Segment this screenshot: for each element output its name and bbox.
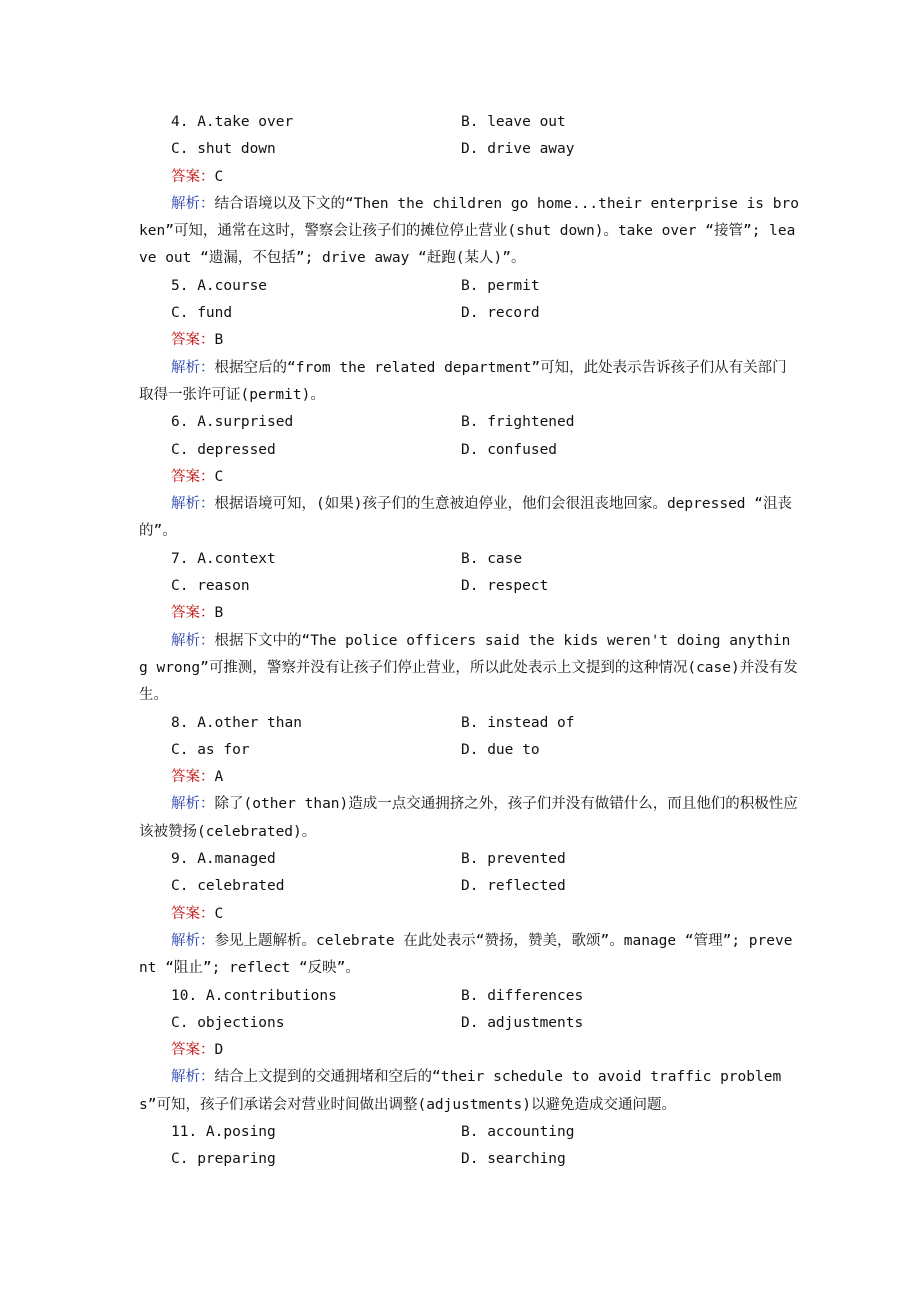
- analysis-text: 结合上文提到的交通拥堵和空后的“their schedule to avoid traffic problems”可知，孩子们承诺会对营业时间做出调整(adjustments)以避免造成交通问题。: [139, 1069, 782, 1113]
- option-d: D. reflected: [461, 878, 566, 895]
- answer-label: 答案：: [171, 468, 215, 485]
- option-b: B. instead of: [461, 714, 575, 731]
- answer-value: C: [214, 168, 224, 185]
- option-c: C. celebrated: [171, 878, 285, 895]
- option-c: C. shut down: [171, 141, 276, 158]
- option-c: C. objections: [171, 1014, 285, 1031]
- option-c: C. as for: [171, 741, 250, 758]
- option-d: D. adjustments: [461, 1014, 584, 1031]
- option-c: C. fund: [171, 305, 233, 322]
- answer-line: [139, 464, 799, 491]
- option-a: 10. A.contributions: [171, 987, 337, 1004]
- analysis-paragraph: [139, 191, 799, 273]
- analysis-label: 解析：: [171, 359, 215, 376]
- answer-label: 答案：: [171, 605, 215, 622]
- option-a: 7. A.context: [171, 550, 276, 567]
- analysis-paragraph: [139, 355, 799, 410]
- option-a: 8. A.other than: [171, 714, 302, 731]
- analysis-paragraph: [139, 791, 799, 846]
- option-a: 6. A.surprised: [171, 414, 294, 431]
- answer-value: C: [214, 468, 224, 485]
- analysis-text: 除了(other than)造成一点交通拥挤之外，孩子们并没有做错什么，而且他们的积极性应该被赞扬(celebrated)。: [139, 796, 798, 840]
- option-c: C. preparing: [171, 1151, 276, 1168]
- analysis-label: 解析：: [171, 632, 215, 649]
- question-4: [139, 109, 799, 273]
- answer-value: A: [214, 769, 224, 786]
- option-a: 5. A.course: [171, 277, 268, 294]
- answer-line: [139, 764, 799, 791]
- question-6: [139, 409, 799, 545]
- analysis-paragraph: [139, 928, 799, 983]
- question-9: [139, 846, 799, 982]
- analysis-text: 结合语境以及下文的“Then the children go home...their enterprise is broken”可知，通常在这时，警察会让孩子们的摊位停止营业(shut down)。take over “接管”; leave out “遗漏，不包括”; drive away “赶跑(某人)”。: [139, 195, 799, 267]
- answer-label: 答案：: [171, 168, 215, 185]
- answer-value: C: [214, 905, 224, 922]
- answer-line: [139, 600, 799, 627]
- analysis-text: 根据下文中的“The police officers said the kids weren't doing anything wrong”可推测，警察并没有让孩子们停止营业，所以此处表示上文提到的这种情况(case)并没有发生。: [139, 632, 798, 704]
- option-c: C. depressed: [171, 441, 276, 458]
- answer-line: [139, 327, 799, 354]
- analysis-label: 解析：: [171, 932, 215, 949]
- question-10: [139, 983, 799, 1119]
- answer-label: 答案：: [171, 905, 215, 922]
- option-b: B. accounting: [461, 1123, 575, 1140]
- option-b: B. differences: [461, 987, 584, 1004]
- analysis-text: 根据空后的“from the related department”可知，此处表示告诉孩子们从有关部门取得一张许可证(permit)。: [139, 359, 787, 403]
- option-b: B. permit: [461, 277, 540, 294]
- question-11: [139, 1119, 799, 1174]
- answer-label: 答案：: [171, 332, 215, 349]
- answer-label: 答案：: [171, 769, 215, 786]
- option-d: D. respect: [461, 578, 549, 595]
- answer-label: 答案：: [171, 1042, 215, 1059]
- answer-line: [139, 164, 799, 191]
- analysis-paragraph: [139, 628, 799, 710]
- option-b: B. case: [461, 550, 523, 567]
- option-a: 11. A.posing: [171, 1123, 276, 1140]
- option-d: D. searching: [461, 1151, 566, 1168]
- analysis-label: 解析：: [171, 195, 215, 212]
- analysis-text: 根据语境可知，(如果)孩子们的生意被迫停业，他们会很沮丧地回家。depressed “沮丧的”。: [139, 496, 792, 540]
- answer-line: [139, 901, 799, 928]
- analysis-paragraph: [139, 1064, 799, 1119]
- option-a: 9. A.managed: [171, 851, 276, 868]
- answer-value: B: [214, 605, 224, 622]
- question-8: [139, 710, 799, 846]
- answer-value: D: [214, 1042, 224, 1059]
- answer-line: [139, 1037, 799, 1064]
- option-d: D. due to: [461, 741, 540, 758]
- document-page: [139, 109, 799, 1174]
- analysis-label: 解析：: [171, 796, 215, 813]
- option-d: D. drive away: [461, 141, 575, 158]
- analysis-text: 参见上题解析。celebrate 在此处表示“赞扬，赞美，歌颂”。manage “管理”; prevent “阻止”; reflect “反映”。: [139, 932, 793, 977]
- analysis-label: 解析：: [171, 496, 215, 513]
- option-c: C. reason: [171, 578, 250, 595]
- analysis-paragraph: [139, 491, 799, 546]
- question-7: [139, 546, 799, 710]
- option-d: D. record: [461, 305, 540, 322]
- analysis-label: 解析：: [171, 1069, 215, 1086]
- option-b: B. prevented: [461, 851, 566, 868]
- option-b: B. leave out: [461, 114, 566, 130]
- option-a: 4. A.take over: [171, 114, 294, 130]
- option-d: D. confused: [461, 441, 558, 458]
- answer-value: B: [214, 332, 224, 349]
- question-5: [139, 273, 799, 409]
- option-b: B. frightened: [461, 414, 575, 431]
